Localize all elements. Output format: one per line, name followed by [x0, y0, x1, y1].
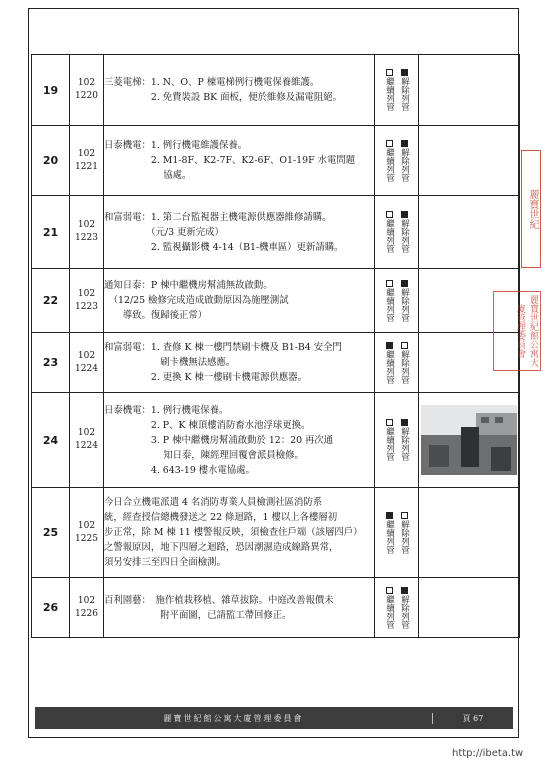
- description-line: 3. P 棟中繼機房幫浦啟動於 12：20 再次通: [104, 434, 334, 446]
- row-number: 23: [32, 333, 70, 393]
- row-date-md: 1225: [75, 533, 98, 544]
- description-line: 2. P、K 棟頂樓消防畜水池浮球更換。: [104, 419, 311, 431]
- row-date: [70, 333, 104, 393]
- status-remove-option: [400, 512, 409, 554]
- row-date: [70, 126, 104, 196]
- row-number: 22: [32, 269, 70, 333]
- description-line: 須另安排三至四日全面檢測。: [104, 557, 226, 568]
- description-line: 2. 免費裝設 BK 面板，便於維修及漏電阻絕。: [104, 92, 343, 103]
- unchecked-box-icon: [401, 512, 408, 519]
- description-line: 知日泰，陳經理回覆會派員檢修。: [104, 449, 304, 461]
- table-row: [32, 578, 520, 638]
- status-continue-option: [385, 211, 394, 253]
- row-photo-cell: [419, 196, 520, 269]
- seal-stamp-left: 麗寶世紀: [521, 150, 541, 268]
- table-row: [32, 393, 520, 488]
- checked-box-icon: [401, 587, 408, 594]
- status-remove-label: 解除列管: [399, 77, 410, 111]
- row-date-md: 1226: [75, 608, 98, 619]
- status-continue-label: 繼續列管: [384, 594, 395, 629]
- status-continue-option: [385, 69, 394, 111]
- description-line: 2. 監視攝影機 4-14（B1-機車區）更新請購。: [104, 241, 344, 253]
- row-date-year: 102: [77, 148, 96, 159]
- unchecked-box-icon: [386, 69, 393, 76]
- description-line: 今日合立機電派遣 4 名消防專業人員檢測社區消防系: [104, 497, 323, 508]
- row-date: [70, 55, 104, 126]
- seal-stamp-right: 麗寶世紀館公寓大廈管理委員會: [493, 291, 541, 371]
- row-description: [104, 196, 375, 269]
- footer-page-number: 頁 67: [432, 713, 513, 724]
- status-continue-label: 繼續列管: [384, 287, 395, 322]
- row-date-md: 1223: [75, 233, 98, 243]
- row-date-year: 102: [77, 288, 96, 299]
- row-description: [104, 578, 375, 638]
- row-date-year: 102: [77, 220, 96, 230]
- description-line: 刷卡機無法感應。: [104, 357, 236, 368]
- status-remove-option: [400, 342, 409, 384]
- status-continue-option: [385, 342, 394, 384]
- row-date-year: 102: [77, 78, 96, 88]
- checked-box-icon: [386, 342, 393, 349]
- status-remove-label: 解除列管: [399, 349, 410, 384]
- status-remove-option: [400, 587, 409, 629]
- checked-box-icon: [386, 512, 393, 519]
- status-remove-option: [400, 140, 409, 182]
- row-date: [70, 488, 104, 578]
- checked-box-icon: [401, 69, 408, 76]
- row-status: [375, 269, 419, 333]
- building-photo-icon: [421, 405, 517, 475]
- row-date-year: 102: [77, 350, 96, 361]
- table-row: [32, 55, 520, 126]
- status-remove-option: [400, 280, 409, 322]
- site-watermark: http://ibeta.tw: [452, 748, 524, 759]
- status-remove-label: 解除列管: [399, 594, 410, 629]
- description-line: 2. 更換 K 棟一樓刷卡機電源供應器。: [104, 372, 308, 383]
- status-continue-label: 繼續列管: [384, 219, 395, 253]
- row-number: 20: [32, 126, 70, 196]
- unchecked-box-icon: [386, 211, 393, 218]
- status-continue-option: [385, 419, 394, 461]
- status-continue-label: 繼續列管: [384, 77, 395, 111]
- status-remove-label: 解除列管: [399, 219, 410, 253]
- row-status: [375, 578, 419, 638]
- description-line: 百利園藝： 施作植栽移植、雜草拔除。中庭改善報價未: [104, 594, 334, 606]
- row-number: 24: [32, 393, 70, 488]
- row-status: [375, 196, 419, 269]
- page-footer: [35, 707, 513, 729]
- row-date-md: 1220: [75, 91, 98, 101]
- site-photo: [421, 405, 517, 475]
- description-line: 附平面圖，已請監工帶回修正。: [104, 609, 292, 621]
- row-date-md: 1221: [75, 161, 98, 172]
- row-description: [104, 488, 375, 578]
- row-date: [70, 269, 104, 333]
- row-date: [70, 578, 104, 638]
- description-line: 導致。復歸後正常）: [104, 310, 208, 321]
- description-line: 日泰機電：1. 例行機電維護保養。: [104, 140, 248, 151]
- row-status: [375, 488, 419, 578]
- status-continue-label: 繼續列管: [384, 427, 395, 461]
- table-row: [32, 488, 520, 578]
- description-line: 統，經查授信總機發送之 22 條迴路，1 樓以上各樓層初: [104, 512, 338, 523]
- status-continue-option: [385, 587, 394, 629]
- row-date: [70, 196, 104, 269]
- row-date-year: 102: [77, 520, 96, 531]
- description-line: （12/25 檢修完成造成啟動原因為施壓測試: [104, 295, 289, 306]
- row-photo-cell: [419, 55, 520, 126]
- status-remove-label: 解除列管: [399, 519, 410, 554]
- row-description: [104, 269, 375, 333]
- status-remove-label: 解除列管: [399, 427, 410, 461]
- description-line: 三菱電梯：1. N、O、P 棟電梯例行機電保養維護。: [104, 77, 320, 88]
- row-status: [375, 126, 419, 196]
- status-remove-option: [400, 419, 409, 461]
- description-line: 協處。: [104, 170, 192, 181]
- row-description: [104, 333, 375, 393]
- status-remove-option: [400, 211, 409, 253]
- row-number: 26: [32, 578, 70, 638]
- row-photo-cell: [419, 488, 520, 578]
- status-continue-option: [385, 512, 394, 554]
- row-status: [375, 55, 419, 126]
- row-date-md: 1223: [75, 301, 98, 312]
- row-number: 19: [32, 55, 70, 126]
- unchecked-box-icon: [386, 140, 393, 147]
- status-continue-label: 繼續列管: [384, 349, 395, 384]
- row-status: [375, 393, 419, 488]
- description-line: 2. M1-8F、K2-7F、K2-6F、O1-19F 水電問題: [104, 155, 356, 166]
- description-line: （元/3 更新完成）: [104, 226, 224, 238]
- row-photo-cell: [419, 578, 520, 638]
- row-description: [104, 126, 375, 196]
- row-description: [104, 393, 375, 488]
- row-description: [104, 55, 375, 126]
- table-row: [32, 333, 520, 393]
- status-continue-label: 繼續列管: [384, 519, 395, 554]
- table-row: [32, 269, 520, 333]
- status-remove-label: 解除列管: [399, 287, 410, 322]
- row-date-md: 1224: [75, 441, 98, 451]
- checked-box-icon: [401, 140, 408, 147]
- checked-box-icon: [401, 419, 408, 426]
- unchecked-box-icon: [386, 587, 393, 594]
- row-date-year: 102: [77, 428, 96, 438]
- unchecked-box-icon: [401, 342, 408, 349]
- row-date-md: 1224: [75, 363, 98, 374]
- status-continue-option: [385, 280, 394, 322]
- description-line: 步正常，除 M 棟 11 樓警報反映，須檢查住戶端（該層四戶）: [104, 527, 363, 538]
- row-status: [375, 333, 419, 393]
- row-photo-cell: [419, 126, 520, 196]
- table-row: [32, 126, 520, 196]
- row-number: 21: [32, 196, 70, 269]
- description-line: 和富弱電：1. 查修 K 棟一樓門禁刷卡機及 B1-B4 安全門: [104, 342, 342, 353]
- status-continue-label: 繼續列管: [384, 147, 395, 182]
- status-remove-label: 解除列管: [399, 147, 410, 182]
- unchecked-box-icon: [386, 419, 393, 426]
- row-number: 25: [32, 488, 70, 578]
- description-line: 通知日泰：P 棟中繼機房幫浦無故啟動。: [104, 280, 273, 291]
- description-line: 之警報原因，地下四層之迴路，恐因潮濕造成線路異常，: [104, 542, 339, 553]
- checked-box-icon: [401, 211, 408, 218]
- unchecked-box-icon: [386, 280, 393, 287]
- row-date: [70, 393, 104, 488]
- row-photo-cell: [419, 393, 520, 488]
- description-line: 日泰機電：1. 例行機電保養。: [104, 404, 229, 416]
- description-line: 和富弱電：1. 第二台監視器主機電源供應器維修請購。: [104, 211, 332, 223]
- status-remove-option: [400, 69, 409, 111]
- table-row: [32, 196, 520, 269]
- status-continue-option: [385, 140, 394, 182]
- description-line: 4. 643-19 樓水電協處。: [104, 464, 256, 476]
- maintenance-log-table: [31, 54, 520, 638]
- row-date-year: 102: [77, 595, 96, 606]
- footer-org-name: 麗寶世紀館公寓大廈管理委員會: [163, 713, 304, 723]
- checked-box-icon: [401, 280, 408, 287]
